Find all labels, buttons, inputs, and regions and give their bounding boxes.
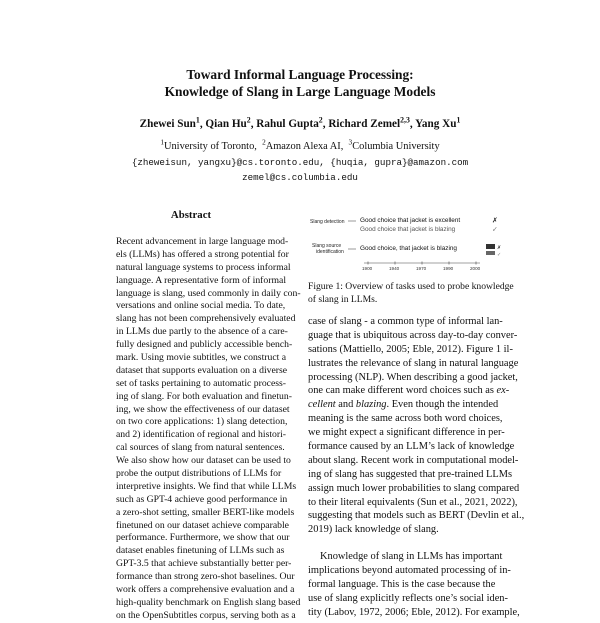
fig-task1-label: Slang detection [310,219,345,225]
abstract-line: a zero-shot setting, smaller BERT-like models [116,506,295,518]
author-name: Richard Zemel [328,118,401,130]
timeline-tick-label: 1940 [389,266,400,271]
author-name: Yang Xu [415,118,457,130]
author-affil-sup: 1 [195,115,200,125]
abstract-line: on two core applications: 1) slang detection, [116,416,288,428]
abstract-line: set of tasks pertaining to automatic process- [116,377,287,389]
author-affil-sup: 1 [456,115,461,125]
affil-sup: 2 [262,138,266,147]
figure-caption [308,281,514,306]
abstract-line: language. A representative form of informal [116,274,287,286]
abstract-line: versations and online social media. To date, [116,300,286,312]
body-line: use of slang explicitly reflects one’s social iden- [308,592,508,604]
timeline-tick-label: 1900 [362,266,373,271]
author-name: Rahul Gupta [256,118,319,130]
fig-cross-mark: ✗ [497,245,502,251]
author-name: Zhewei Sun [139,118,196,130]
fig-task2-label-1: Slang source [312,243,342,249]
abstract-line: ing of slang. For both evaluation and finetun- [116,390,292,402]
abstract-line: ing, we show the effectiveness of our dataset [116,403,290,415]
affiliation: Amazon Alexa AI, [265,141,344,152]
abstract-line: formance than strong zero-shot baselines. Our [116,571,295,583]
body-text: . Even though the intended [386,399,499,411]
fig-sentence-2: Good choice that jacket is blazing [360,226,456,233]
timeline-tick-label: 2000 [470,266,481,271]
author-affil-sup: 2 [246,115,251,125]
figure-1 [308,215,508,275]
body-line: processing (NLP). When describing a good jacket, [308,371,518,383]
example-word: cellent [308,399,336,411]
email-line-1: {zheweisun, yangxu}@cs.toronto.edu, {huqia, gupra}@amazon.com [131,157,469,168]
body-line: sations (Mattiello, 2005; Eble, 2012). Figure 1 il- [308,343,513,355]
abstract-line: Recent advancement in large language mod- [116,236,289,247]
paper-title [0,66,600,100]
example-word: blazing [355,399,387,411]
affiliation: University of Toronto, [163,141,257,152]
title-line-1: Toward Informal Language Processing: [186,67,414,82]
abstract-heading: Abstract [170,209,212,221]
affiliation: Columbia University [352,141,440,152]
timeline-tick-label: 1990 [443,266,454,271]
body-line: implications beyond automated processing of in- [308,565,511,577]
paragraph-gap [308,537,504,550]
body-line: case of slang - a common type of informal lan- [308,316,503,327]
abstract-line: work offers a comprehensive evaluation and a [116,584,295,596]
intro-body [308,315,525,620]
affil-sup: 3 [348,138,353,147]
email-line-2: zemel@cs.columbia.edu [242,172,358,183]
fig-sentence-1: Good choice that jacket is excellent [360,217,461,224]
abstract-line: such as GPT-4 achieve good performance in [116,493,288,505]
body-text: and [335,399,356,411]
abstract-line: fully designed and publicly accessible bench- [116,339,293,351]
fig-cross-mark: ✗ [492,216,498,225]
body-line: assign much lower probabilities to slang compared [308,482,520,494]
body-line: lustrates the relevance of slang in natural language [308,357,519,369]
author-name: Qian Hu [205,118,247,130]
abstract-line: language is slang, used commonly in daily con- [116,287,301,299]
abstract-line: slang has not been comprehensively evaluated [116,313,296,325]
flag-icon [486,251,495,255]
author-list: Zhewei Sun$^1$, Qian Hu$^2$, Rahul Gupta$^2$, Richard Zemel$^{2,3}$, Yang Xu$^1$ [139,115,461,130]
body-line: guage that is ubiquitous across day-to-day conver- [308,329,518,341]
body-line: tity (Labov, 1972, 2006; Eble, 2012). For example, [308,606,520,618]
example-word: ex- [496,385,510,397]
caption-line: of slang in LLMs. [308,293,378,305]
flag-icon [486,244,495,249]
timeline-tick-label: 1970 [416,266,427,271]
body-line: about slang. Recent work in computational model- [308,454,519,466]
abstract-line: in LLMs due partly to the absence of a care- [116,326,288,338]
fig-check-mark: ✓ [492,225,498,234]
abstract-line: and 2) identification of regional and histori- [116,429,287,441]
abstract-line: on the OpenSubtitles corpus, serving both as a [116,609,296,621]
body-line: Knowledge of slang in LLMs has important [320,551,503,563]
abstract-line: natural language systems to process informal [116,261,291,273]
abstract-line: performance. Furthermore, we show that our [116,532,290,544]
body-line [308,384,510,398]
abstract-line: high-quality benchmark on English slang based [116,596,301,608]
author-affil-sup: 2,3 [400,115,410,125]
fig-check-mark: ✓ [497,252,502,258]
body-text: one can make different word choices such as [308,385,497,397]
body-line: formal language. This is the case because the [308,579,496,591]
body-line: to their literal equivalents (Sun et al., 2021, 2022), [308,496,518,508]
fig-task2-label-2: identification [316,249,344,255]
abstract-line: probe the output distributions of LLMs for [116,468,282,480]
abstract-line: dataset enables finetuning of LLMs such as [116,545,285,557]
body-line: suggesting that models such as BERT (Devlin et al., [308,510,525,522]
affiliation-list [0,138,600,152]
body-line: 2019) lack knowledge of slang. [308,524,439,536]
abstract-line: cal sources of slang from natural sentences. [116,442,285,454]
body-line: ing of slang has suggested that pre-trained LLMs [308,468,513,480]
body-line: formance caused by an LLM’s lack of knowledge [308,441,515,453]
abstract-line: els (LLMs) has offered a strong potential for [116,248,289,260]
affil-sup: 1 [160,138,164,147]
abstract-line: GPT-3.5 that achieve substantially better per- [116,558,292,570]
body-line: we might expect a significant difference in per- [308,427,505,439]
caption-line: Figure 1: Overview of tasks used to probe knowledge [308,281,514,292]
abstract-line: dataset that supports evaluation on a diverse [116,364,288,376]
body-line [308,398,504,412]
abstract-line: finetuned on our dataset achieve comparable [116,519,289,531]
abstract-body [116,236,301,623]
abstract-line: interpretive insights. We find that while LLMs [116,480,297,492]
author-affil-sup: 2 [318,115,323,125]
fig-sentence-3: Good choice, that jacket is blazing [360,245,457,252]
abstract-line: We also show how our dataset can be used to [116,455,291,467]
abstract-line: mark. Using movie subtitles, we construct a [116,352,287,364]
title-line-2: Knowledge of Slang in Large Language Models [164,84,436,99]
body-line: meaning is the same across both word choices, [308,413,503,425]
